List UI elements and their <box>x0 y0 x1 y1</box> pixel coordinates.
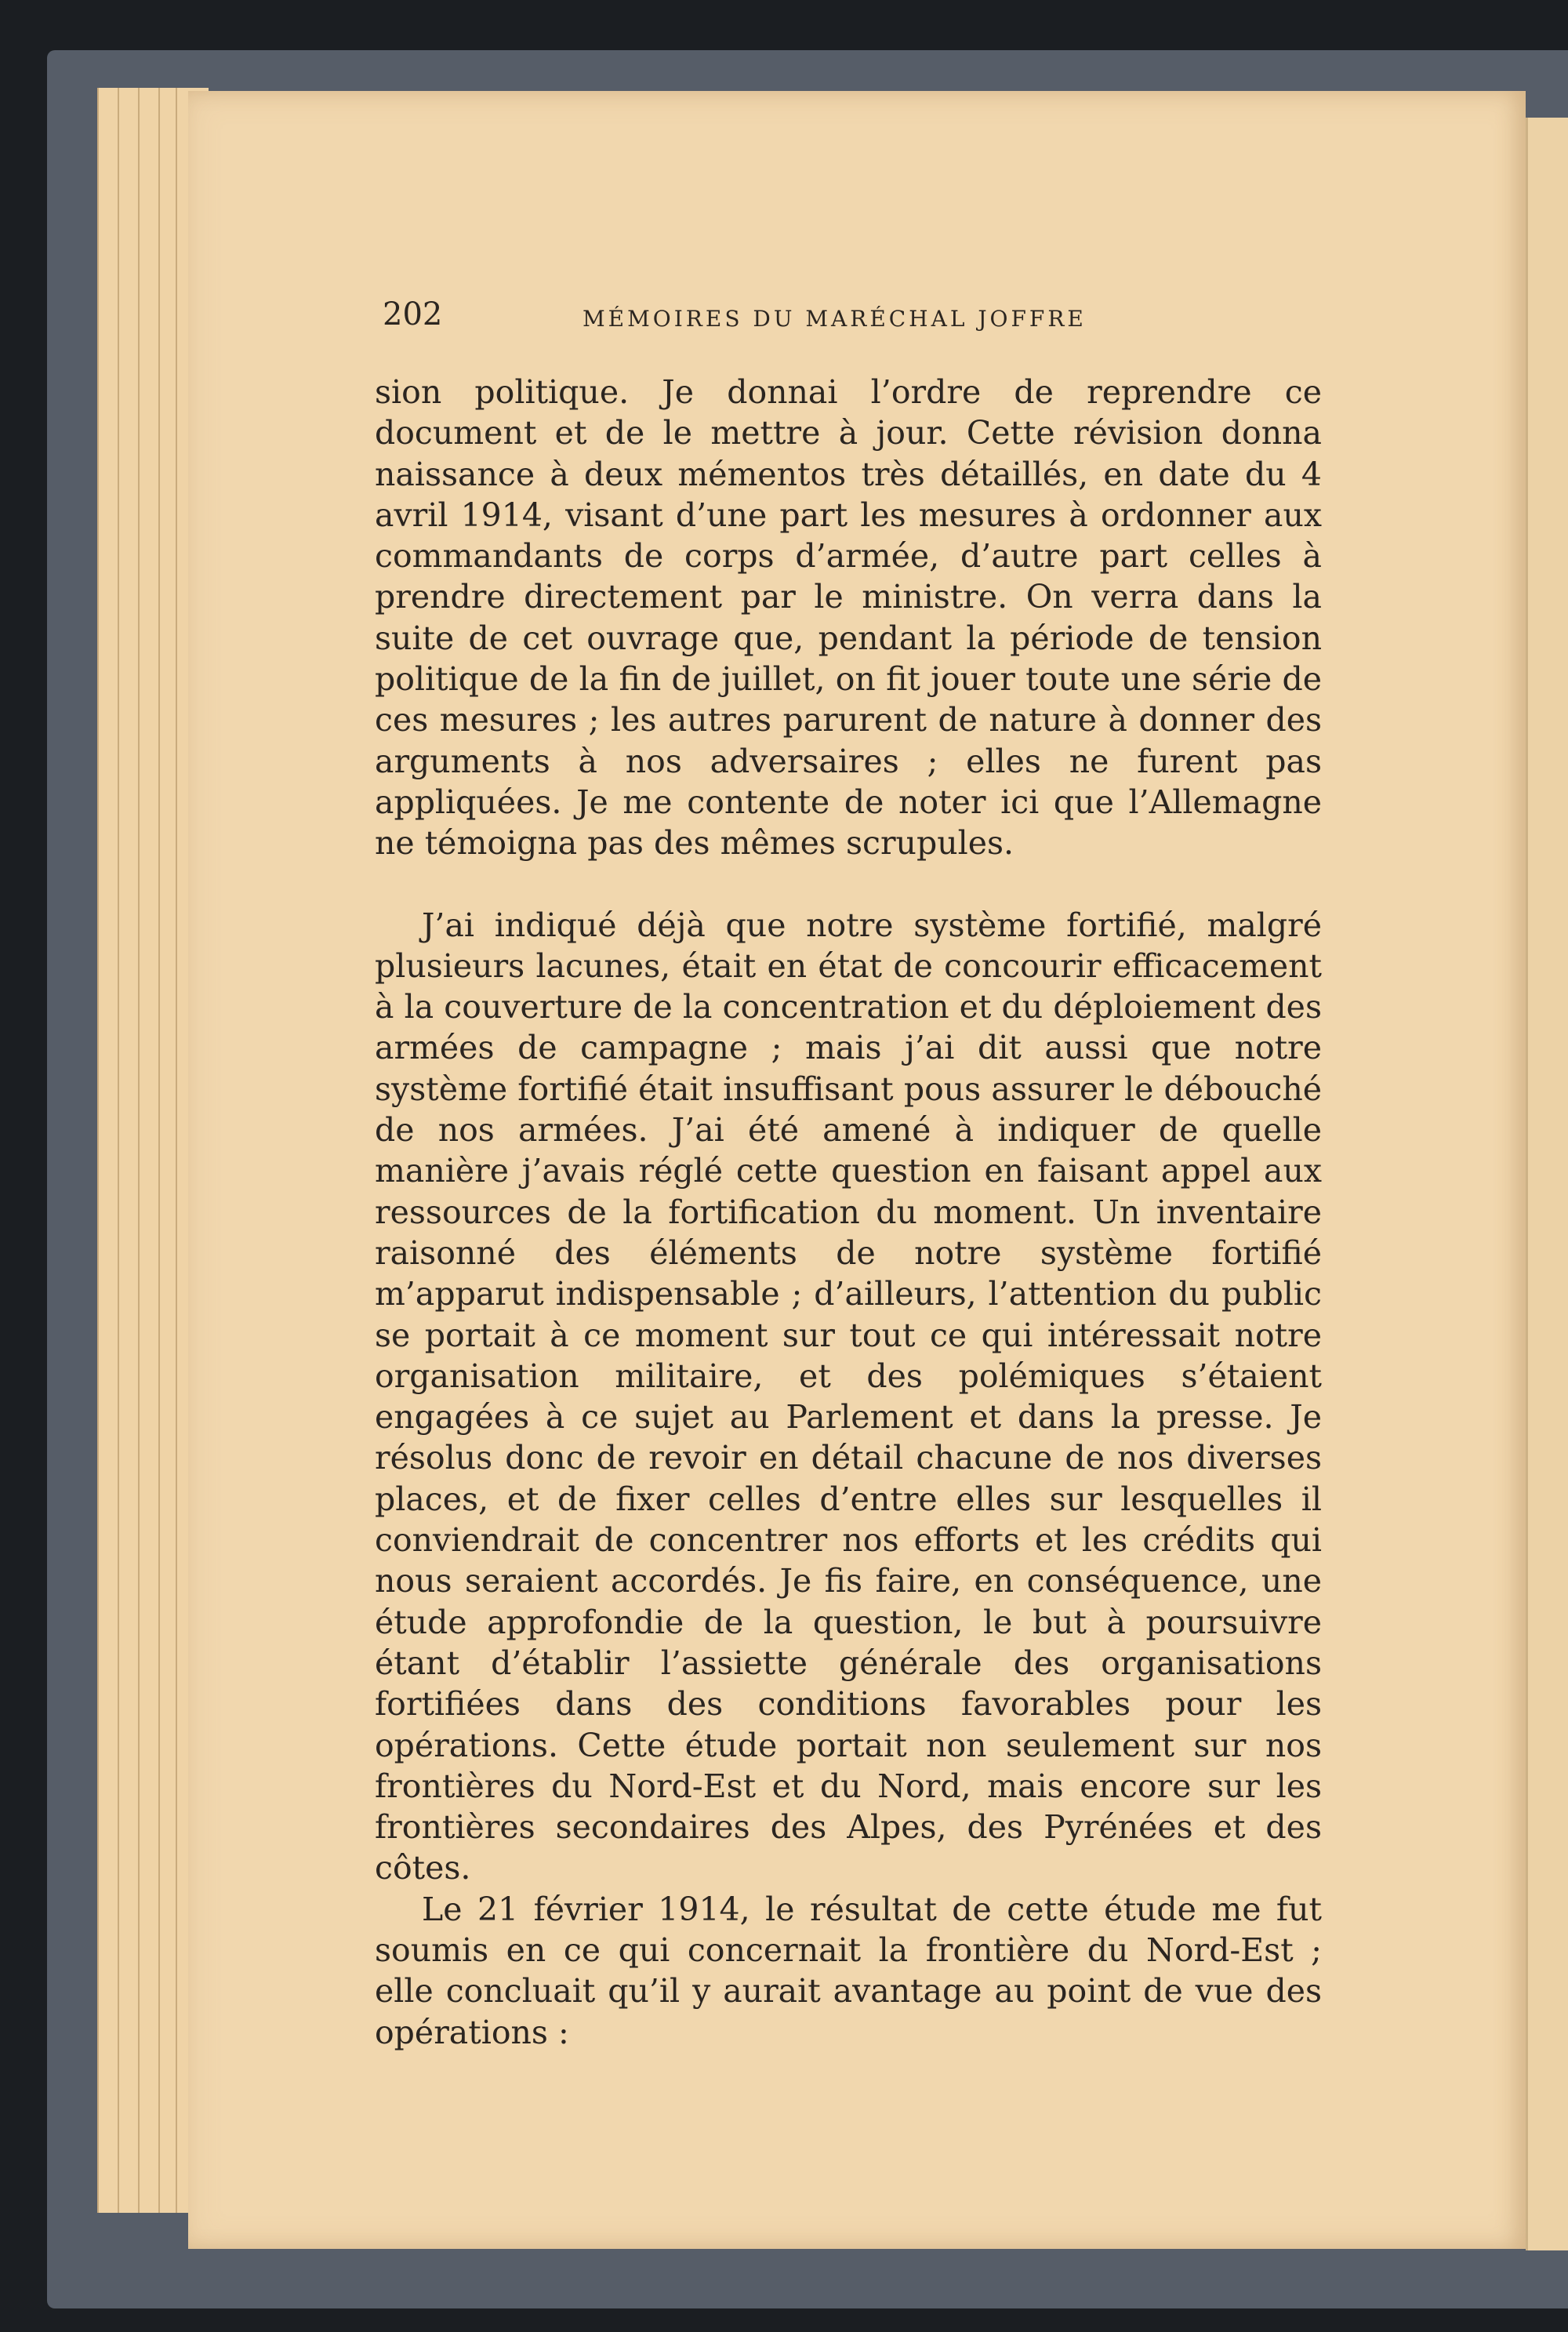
paragraph: sion politique. Je donnai l’ordre de reprendre ce document et de le mettre à jour. Cette révision donna naissance à deux mémentos très détaillés, en date du 4 avril 1914, visant d’une part les mesures à ordonner aux commandants de corps d’armée, d’autre part celles à prendre directement par le ministre. On verra dans la suite de cet ouvrage que, pendant la période de tension politique de la fin de juillet, on fit jouer toute une série de ces mesures ; les autres parurent de nature à donner des arguments à nos adversaires ; elles ne furent pas appliquées. Je me contente de noter ici que l’Allemagne ne témoigna pas des mêmes scrupules. <box>375 373 1322 863</box>
body-text <box>375 372 1322 2053</box>
paragraph: Le 21 février 1914, le résultat de cette étude me fut soumis en ce qui concernait la frontière du Nord-Est ; elle concluait qu’il y aurait avantage au point de vue des opérations : <box>375 1890 1322 2051</box>
running-title: MÉMOIRES DU MARÉCHAL JOFFRE <box>583 306 1087 332</box>
facing-page-edge <box>1526 118 1568 2250</box>
page-header <box>383 296 1167 343</box>
paragraph: J’ai indiqué déjà que notre système fortifié, malgré plusieurs lacunes, était en état de concourir efficacement à la couverture de la concentration et du déploiement des armées de campagne ; mais j’ai dit aussi que notre système fortifié était insuffisant pous assurer le débouché de nos armées. J’ai été amené à indiquer de quelle manière j’avais réglé cette question en faisant appel aux ressources de la fortification du moment. Un inventaire raisonné des éléments de notre système fortifié m’apparut indispensable ; d’ailleurs, l’attention du public se portait à ce moment sur tout ce qui intéressait notre organisation militaire, et des polémiques s’étaient engagées à ce sujet au Parlement et dans la presse. Je résolus donc de revoir en détail chacune de nos diverses places, et de fixer celles d’entre elles sur lesquelles il conviendrait de concentrer nos efforts et les crédits qui nous seraient accordés. Je fis faire, en conséquence, une étude approfondie de la question, le but à poursuivre étant d’établir l’assiette générale des organisations fortifiées dans des conditions favorables pour les opérations. Cette étude portait non seulement sur nos frontières du Nord-Est et du Nord, mais encore sur les frontières secondaires des Alpes, des Pyrénées et des côtes. <box>375 906 1322 1887</box>
page-number: 202 <box>383 296 443 332</box>
